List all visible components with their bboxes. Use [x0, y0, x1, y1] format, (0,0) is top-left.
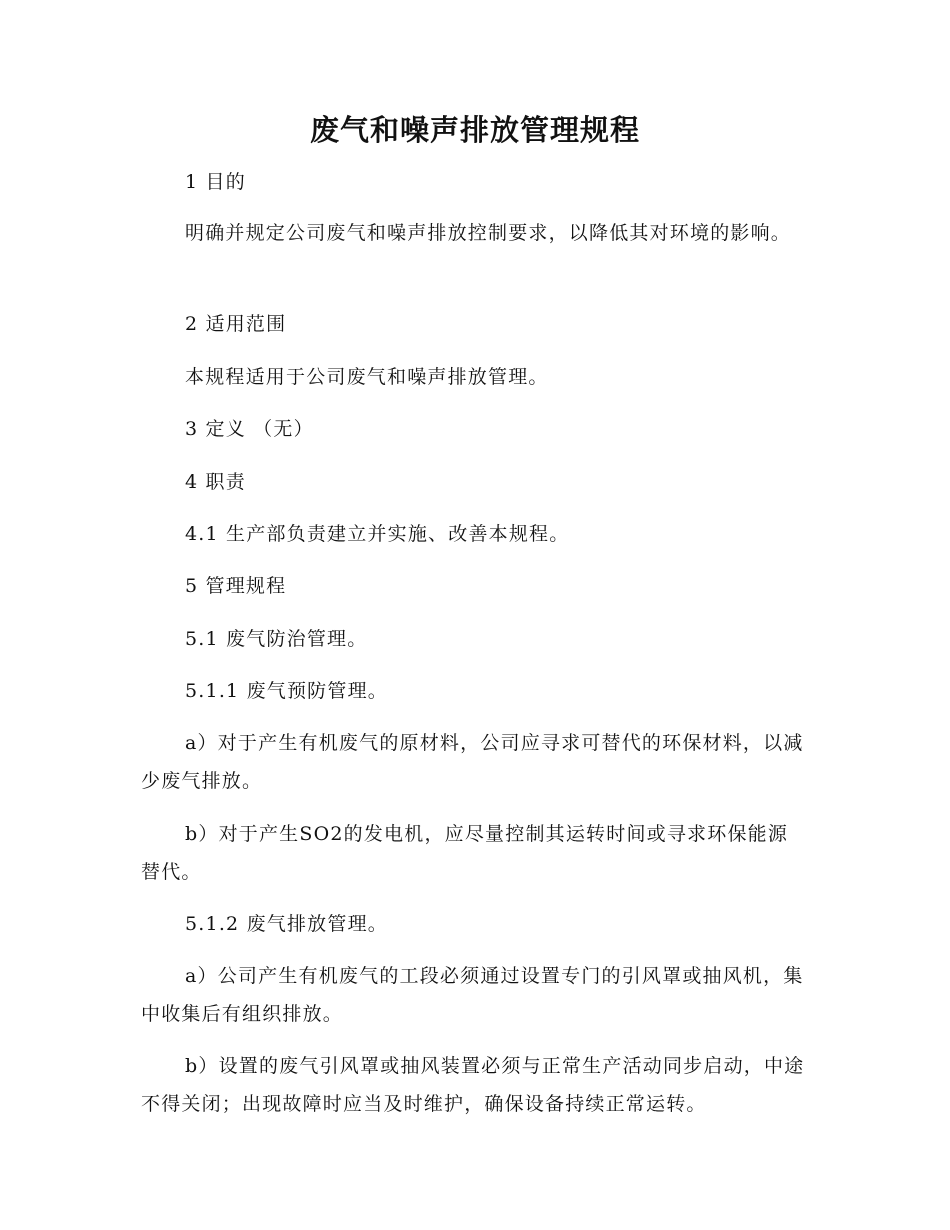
heading-gas-emission: 5.1.2 废气排放管理。 — [185, 913, 388, 935]
heading-definition: 3 定义 （无） — [185, 418, 314, 440]
heading-gas-prevention: 5.1.1 废气预防管理。 — [185, 680, 388, 702]
paragraph-responsibility: 4.1 生产部负责建立并实施、改善本规程。 — [185, 523, 570, 545]
heading-scope: 2 适用范围 — [185, 313, 287, 335]
paragraph-prevention-b: b）对于产生SO2的发电机，应尽量控制其运转时间或寻求环保能源替代。 — [141, 823, 789, 883]
paragraph-purpose: 明确并规定公司废气和噪声排放控制要求，以降低其对环境的影响。 — [185, 222, 792, 244]
paragraph-prevention-a: a）对于产生有机废气的原材料，公司应寻求可替代的环保材料，以减少废气排放。 — [141, 732, 804, 792]
document-title: 废气和噪声排放管理规程 — [309, 113, 640, 147]
heading-gas-control: 5.1 废气防治管理。 — [185, 628, 368, 650]
heading-responsibility: 4 职责 — [185, 471, 246, 493]
paragraph-scope: 本规程适用于公司废气和噪声排放管理。 — [185, 366, 549, 388]
paragraph-emission-b: b）设置的废气引风罩或抽风装置必须与正常生产活动同步启动，中途不得关闭；出现故障时应当及时维护，确保设备持续正常运转。 — [141, 1055, 805, 1115]
paragraph-emission-a: a）公司产生有机废气的工段必须通过设置专门的引风罩或抽风机，集中收集后有组织排放。 — [141, 965, 804, 1025]
heading-management: 5 管理规程 — [185, 575, 287, 597]
heading-purpose: 1 目的 — [185, 171, 246, 193]
